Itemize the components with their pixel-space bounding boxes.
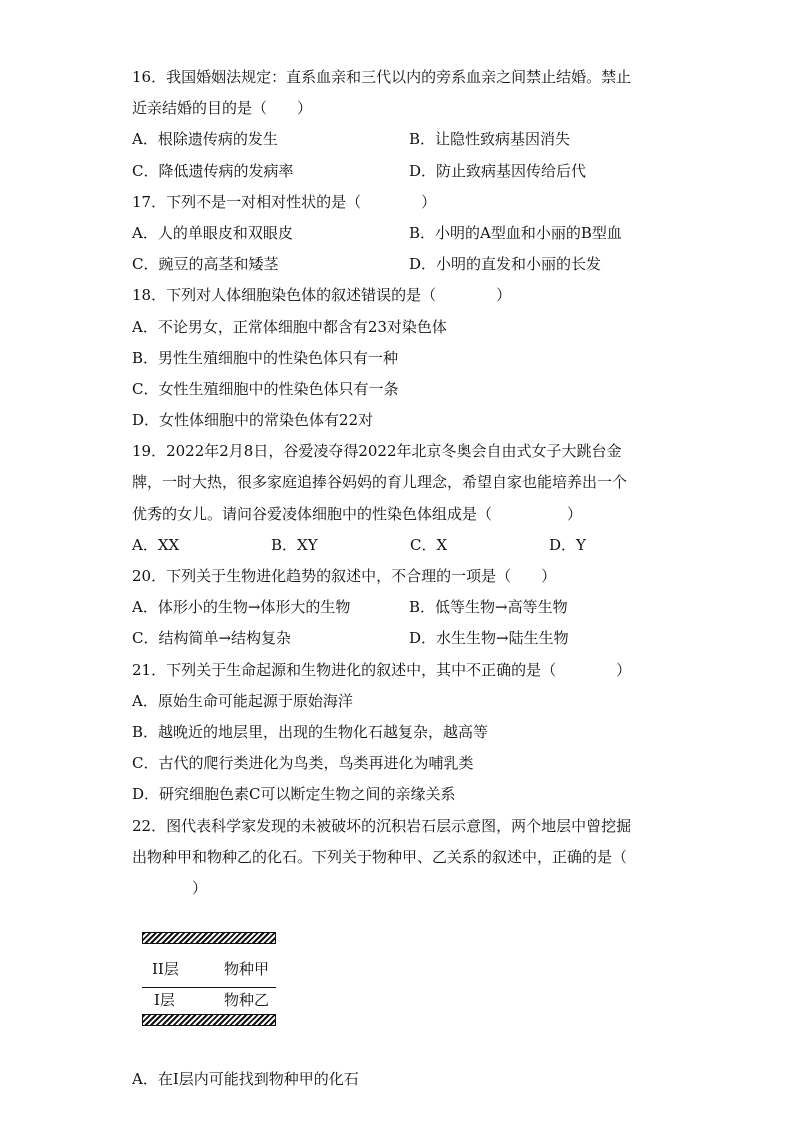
q22-stem-line1: 22．图代表科学家发现的未被破坏的沉积岩石层示意图，两个地层中曾挖掘 [132, 816, 632, 835]
q16-options-row2 [132, 156, 672, 187]
q16-stem-line2: 近亲结婚的目的是（ ） [132, 99, 313, 118]
q20-options-row2 [132, 623, 672, 654]
q19-option-d: D．Y [549, 535, 586, 554]
q16-options-row1 [132, 124, 672, 155]
q22-stem-line3: ） [132, 878, 208, 897]
q22-stem-line2: 出物种甲和物种乙的化石。下列关于物种甲、乙关系的叙述中，正确的是（ [132, 847, 628, 866]
species-1-label: 物种甲 [224, 960, 270, 979]
q19-stem-line2: 牌，一时大热，很多家庭追捧谷妈妈的育儿理念，希望自家也能培养出一个 [132, 473, 628, 492]
q17-option-d: D．小明的直发和小丽的长发 [409, 255, 602, 274]
layer-divider [142, 987, 276, 988]
q17-options-row2 [132, 249, 672, 280]
q18-option-a: A．不论男女，正常体细胞中都含有23对染色体 [132, 317, 447, 336]
q21-option-c: C．古代的爬行类进化为鸟类，鸟类再进化为哺乳类 [132, 754, 474, 773]
q18-stem-line1: 18．下列对人体细胞染色体的叙述错误的是（ ） [132, 286, 512, 305]
layer-1-label: I层 [154, 991, 175, 1010]
q20-options-row1 [132, 592, 672, 623]
layer-2-label: II层 [152, 960, 179, 979]
q20-option-c: C．结构简单→结构复杂 [132, 629, 292, 648]
q20-stem-line1: 20．下列关于生物进化趋势的叙述中，不合理的一项是（ ） [132, 567, 557, 585]
q20-option-b: B．低等生物→高等生物 [409, 598, 568, 617]
q19-option-b: B．XY [271, 535, 318, 554]
q18-option-b: B．男性生殖细胞中的性染色体只有一种 [132, 348, 399, 367]
q22-option-a: A．在I层内可能找到物种甲的化石 [132, 1070, 359, 1089]
q16-option-b: B．让隐性致病基因消失 [409, 130, 571, 149]
q19-options-row [132, 530, 672, 561]
q17-stem-line1: 17．下列不是一对相对性状的是（ ） [132, 192, 437, 211]
q21-option-a: A．原始生命可能起源于原始海洋 [132, 691, 353, 710]
q20-option-a: A．体形小的生物→体形大的生物 [132, 598, 351, 617]
q21-option-b: B．越晚近的地层里，出现的生物化石越复杂，越高等 [132, 722, 489, 741]
bottom-hatched-layer [142, 1014, 276, 1026]
q21-stem-line1: 21．下列关于生命起源和生物进化的叙述中，其中不正确的是（ ） [132, 660, 632, 679]
q18-option-d: D．女性体细胞中的常染色体有22对 [132, 411, 374, 430]
q16-option-a: A．根除遗传病的发生 [132, 130, 278, 149]
q19-stem-line3: 优秀的女儿。请问谷爱凌体细胞中的性染色体组成是（ ） [132, 504, 583, 523]
q16-stem-line1: 16．我国婚姻法规定：直系血亲和三代以内的旁系血亲之间禁止结婚。禁止 [132, 68, 632, 86]
top-hatched-layer [142, 932, 276, 944]
q17-option-b: B．小明的A型血和小丽的B型血 [409, 223, 622, 242]
q17-option-a: A．人的单眼皮和双眼皮 [132, 223, 293, 242]
q16-option-d: D．防止致病基因传给后代 [409, 161, 587, 180]
q16-option-c: C．降低遗传病的发病率 [132, 161, 294, 180]
q21-option-d: D．研究细胞色素C可以断定生物之间的亲缘关系 [132, 785, 456, 804]
q19-option-c: C．X [410, 535, 448, 554]
q17-options-row1 [132, 218, 672, 249]
q19-option-a: A．XX [132, 535, 180, 554]
species-2-label: 物种乙 [224, 991, 270, 1010]
q20-option-d: D．水生生物→陆生生物 [409, 629, 569, 648]
q17-option-c: C．豌豆的高茎和矮茎 [132, 255, 279, 274]
q18-option-c: C．女性生殖细胞中的性染色体只有一条 [132, 379, 399, 398]
q19-stem-line1: 19．2022年2月8日，谷爱凌夺得2022年北京冬奥会自由式女子大跳台金 [132, 442, 622, 461]
rock-layer-figure [132, 904, 672, 1064]
exam-page [132, 62, 672, 1095]
